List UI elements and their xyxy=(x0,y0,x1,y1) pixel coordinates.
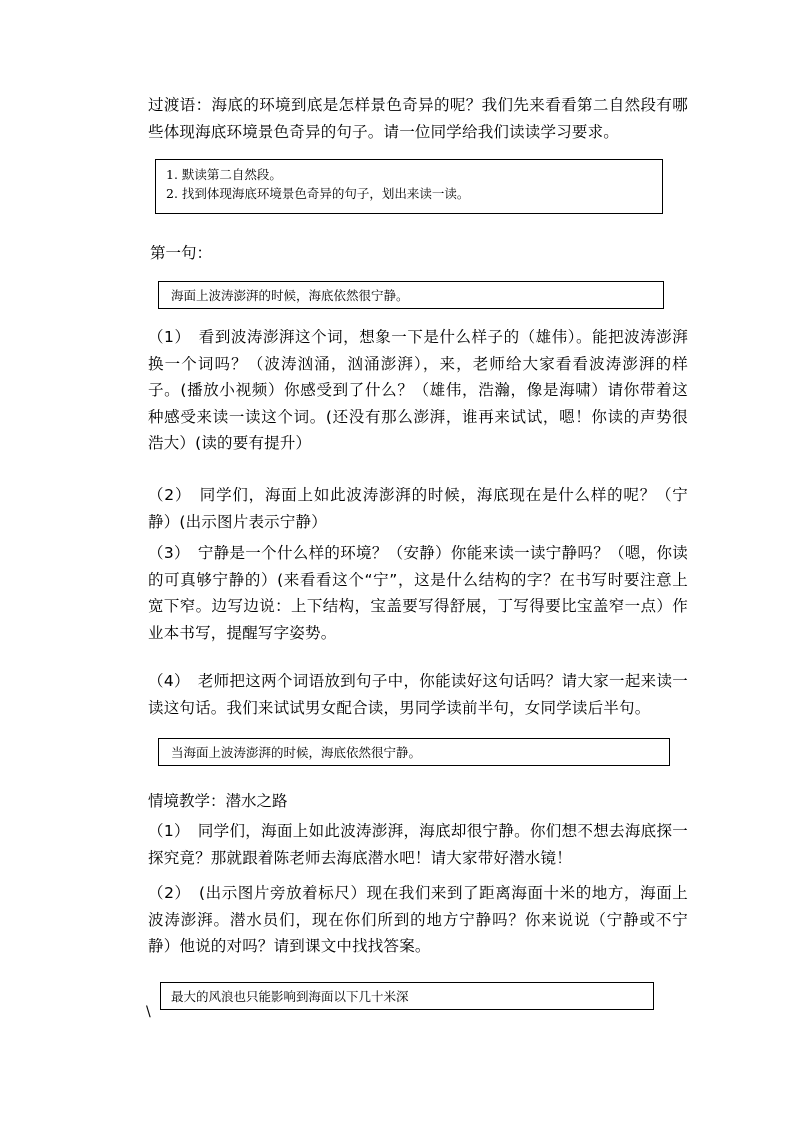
sentence-one-text: 海面上波涛澎湃的时候，海底依然很宁静。 xyxy=(171,288,409,303)
step-one-paragraph: （1） 看到波涛澎湃这个词，想象一下是什么样子的（雄伟）。能把波涛澎湃换一个词吗？（波涛汹涌，汹涌澎湃），来，老师给大家看看波涛澎湃的样子。(播放小视频）你感受到了什么？（雄伟，浩瀚，像是海啸）请你带着这种感受来读一读这个词。(还没有那么澎湃，谁再来试试，嗯！你读的声势很浩大）(读的要有提升） xyxy=(148,328,688,452)
sentence-one-label: 第一句： xyxy=(150,244,213,262)
scene-title: 情境教学：潜水之路 xyxy=(148,792,288,810)
requirement-item: 2. 找到体现海底环境景色奇异的句子，划出来读一读。 xyxy=(166,186,470,201)
requirements-box xyxy=(155,159,663,214)
scene-step-two-paragraph: （2） (出示图片旁放着标尺）现在我们来到了距离海面十米的地方，海面上波涛澎湃。潜水员们，现在你们所到的地方宁静吗？你来说说（宁静或不宁静）他说的对吗？请到课文中找找答案。 xyxy=(148,884,688,955)
sentence-two-text: 最大的风浪也只能影响到海面以下几十米深 xyxy=(171,989,409,1004)
sentence-one-repeat-box xyxy=(158,738,670,766)
sentence-one-box xyxy=(158,281,664,309)
scene-step-one-paragraph: （1） 同学们，海面上如此波涛澎湃，海底却很宁静。你们想不想去海底探一探究竟？那就跟着陈老师去海底潜水吧！请大家带好潜水镜！ xyxy=(148,822,688,867)
step-four-paragraph: （4） 老师把这两个词语放到句子中，你能读好这句话吗？请大家一起来读一读这句话。我们来试试男女配合读，男同学读前半句，女同学读后半句。 xyxy=(148,672,688,717)
sentence-two-box xyxy=(160,982,654,1010)
stray-mark: \ xyxy=(146,1004,151,1020)
step-two-paragraph: （2） 同学们，海面上如此波涛澎湃的时候，海底现在是什么样的呢？（宁静）(出示图片表示宁静） xyxy=(148,486,688,531)
sentence-one-repeat-text: 当海面上波涛澎湃的时候，海底依然很宁静。 xyxy=(171,745,422,760)
step-three-paragraph: （3） 宁静是一个什么样的环境？（安静）你能来读一读宁静吗？（嗯，你读的可真够宁静的）(来看看这个“宁”，这是什么结构的字？在书写时要注意上宽下窄。边写边说：上下结构，宝盖要写得舒展，丁写得要比宝盖窄一点）作业本书写，提醒写字姿势。 xyxy=(148,544,688,642)
intro-paragraph: 过渡语：海底的环境到底是怎样景色奇异的呢？我们先来看看第二自然段有哪些体现海底环境景色奇异的句子。请一位同学给我们读读学习要求。 xyxy=(148,96,688,141)
requirement-item: 1. 默读第二自然段。 xyxy=(166,167,282,182)
